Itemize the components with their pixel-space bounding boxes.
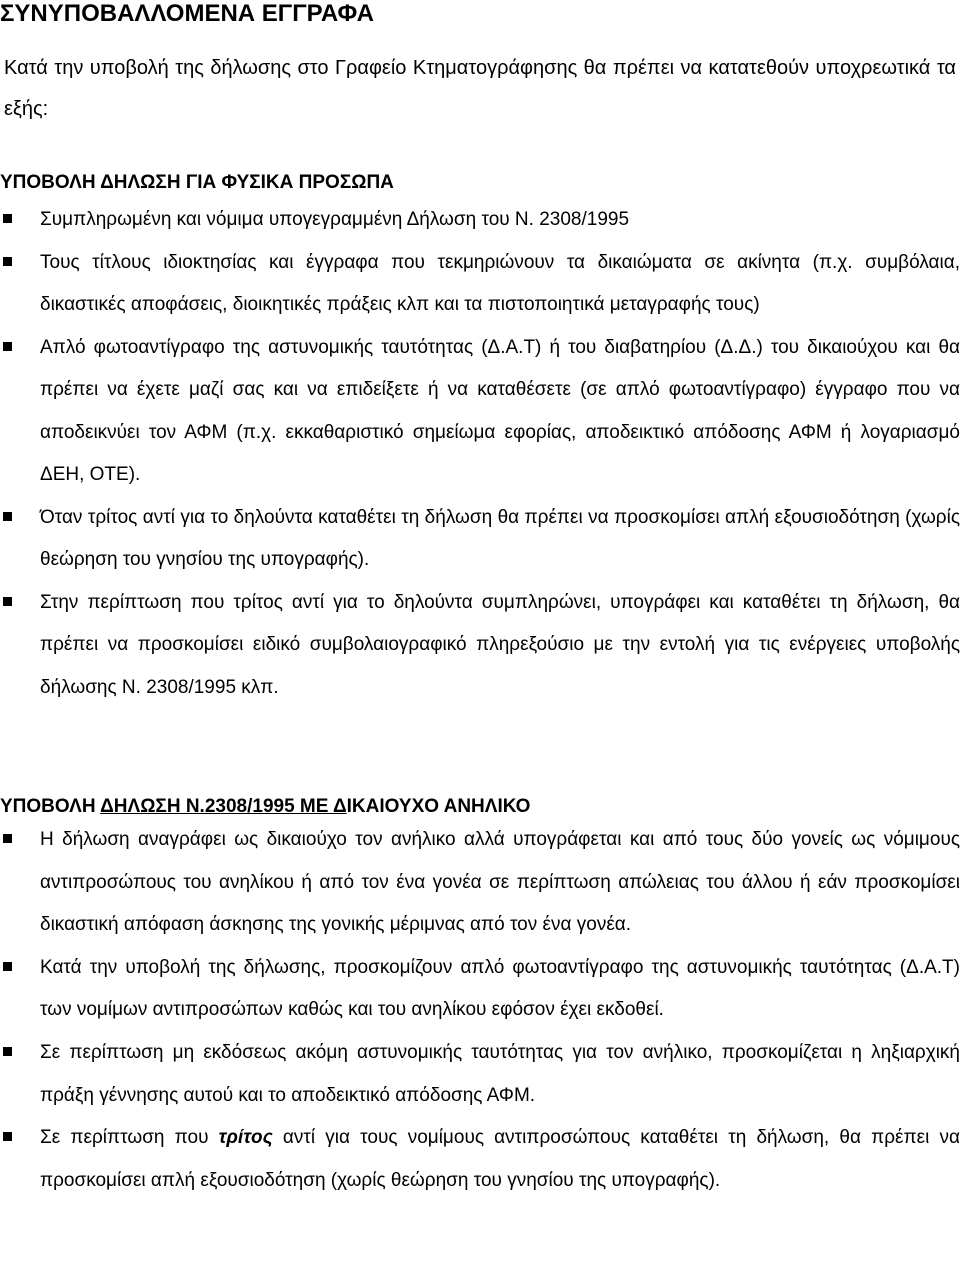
square-bullet-icon [3, 214, 12, 223]
text-run: αντί για τους νομίμους αντιπροσώπους καταθέτει τη δήλωση, θα πρέπει να προσκομίσει απλή εξουσιοδότηση (χωρίς θεώρηση του γνησίου της υπογραφής). [40, 1127, 960, 1191]
list-item [0, 1117, 960, 1202]
square-bullet-icon [3, 1047, 12, 1056]
list-item-text: Συμπληρωμένη και νόμιμα υπογεγραμμένη Δήλωση του Ν. 2308/1995 [40, 209, 630, 230]
list-item [0, 1032, 960, 1117]
intro-paragraph: Κατά την υποβολή της δήλωσης στο Γραφείο Κτηματογράφησης θα πρέπει να κατατεθούν υποχρεωτικά τα εξής: [4, 57, 956, 120]
list-item-text: Στην περίπτωση που τρίτος αντί για το δηλούντα συμπληρώνει, υπογράφει και καταθέτει τη δήλωση, θα πρέπει να προσκομίσει ειδικό συμβολαιογραφικό πληρεξούσιο με την εντολή για τις ενέργειες υποβολής δήλωσης Ν. 2308/1995 κλπ. [40, 591, 960, 698]
text-run: Σε περίπτωση που [40, 1127, 219, 1149]
square-bullet-icon [3, 512, 12, 521]
heading-part-underlined: ΔΗΛΩΣΗ Ν.2308/1995 ΜΕ [100, 796, 333, 817]
list-item [0, 582, 960, 710]
heading-part: ΙΚΑΙΟΥΧΟ ΑΝΗΛΙΚΟ [346, 796, 531, 817]
list-item [0, 819, 960, 947]
list-item-text: Τους τίτλους ιδιοκτησίας και έγγραφα που τεκμηριώνουν τα δικαιώματα σε ακίνητα (π.χ. συμβόλαια, δικαστικές αποφάσεις, διοικητικές πράξεις κλπ και τα πιστοποιητικά μεταγραφής τους) [40, 251, 960, 315]
heading-part: ΥΠΟΒΟΛΗ [0, 796, 101, 817]
square-bullet-icon [3, 597, 12, 606]
list-item [0, 947, 960, 1032]
section-heading-natural-persons: ΥΠΟΒΟΛΗ ΔΗΛΩΣΗ ΓΙΑ ΦΥΣΙΚΑ ΠΡΟΣΩΠΑ [0, 172, 394, 193]
square-bullet-icon [3, 834, 12, 843]
list-item-text: Όταν τρίτος αντί για το δηλούντα καταθέτει τη δήλωση θα πρέπει να προσκομίσει απλή εξουσιοδότηση (χωρίς θεώρηση του γνησίου της υπογραφής). [40, 506, 960, 570]
emphasized-word: τρίτος [218, 1127, 273, 1149]
section-heading-minor-beneficiary [0, 795, 530, 819]
minor-documents-list [0, 819, 960, 1202]
list-item [0, 242, 960, 327]
list-item-text: Η δήλωση αναγράφει ως δικαιούχο τον ανήλικο αλλά υπογράφεται και από τους δύο γονείς ως νόμιμους αντιπροσώπους του ανηλίκου ή από τον ένα γονέα σε περίπτωση απώλειας του άλλου ή εάν προσκομίσει δικαστική απόφαση άσκησης της γονικής μέριμνας από τον ένα γονέα. [40, 829, 960, 936]
square-bullet-icon [3, 962, 12, 971]
square-bullet-icon [3, 342, 12, 351]
list-item [0, 327, 960, 497]
required-documents-list [0, 199, 960, 709]
list-item-text: Σε περίπτωση μη εκδόσεως ακόμη αστυνομικής ταυτότητας για τον ανήλικο, προσκομίζεται η ληξιαρχική πράξη γέννησης αυτού και το αποδεικτικό απόδοσης ΑΦΜ. [40, 1041, 960, 1106]
heading-part-underlined: Δ [333, 796, 347, 817]
list-item-text: Κατά την υποβολή της δήλωσης, προσκομίζουν απλό φωτοαντίγραφο της αστυνομικής ταυτότητας (Δ.Α.Τ) των νομίμων αντιπροσώπων καθώς και του ανηλίκου εφόσον έχει εκδοθεί. [40, 956, 960, 1021]
square-bullet-icon [3, 257, 12, 266]
list-item-text [40, 1127, 960, 1191]
page-title: ΣΥΝΥΠΟΒΑΛΛΟΜΕΝΑ ΕΓΓΡΑΦΑ [0, 0, 374, 27]
square-bullet-icon [3, 1132, 12, 1141]
list-item [0, 199, 960, 242]
list-item-text: Απλό φωτοαντίγραφο της αστυνομικής ταυτότητας (Δ.Α.Τ) ή του διαβατηρίου (Δ.Δ.) του δικαιούχου και θα πρέπει να έχετε μαζί σας και να επιδείξετε ή να καταθέσετε (σε απλό φωτοαντίγραφο) έγγραφο που να αποδεικνύει τον ΑΦΜ (π.χ. εκκαθαριστικό σημείωμα εφορίας, αποδεικτικό απόδοσης ΑΦΜ ή λογαριασμό ΔΕΗ, ΟΤΕ). [40, 336, 960, 485]
list-item [0, 497, 960, 582]
